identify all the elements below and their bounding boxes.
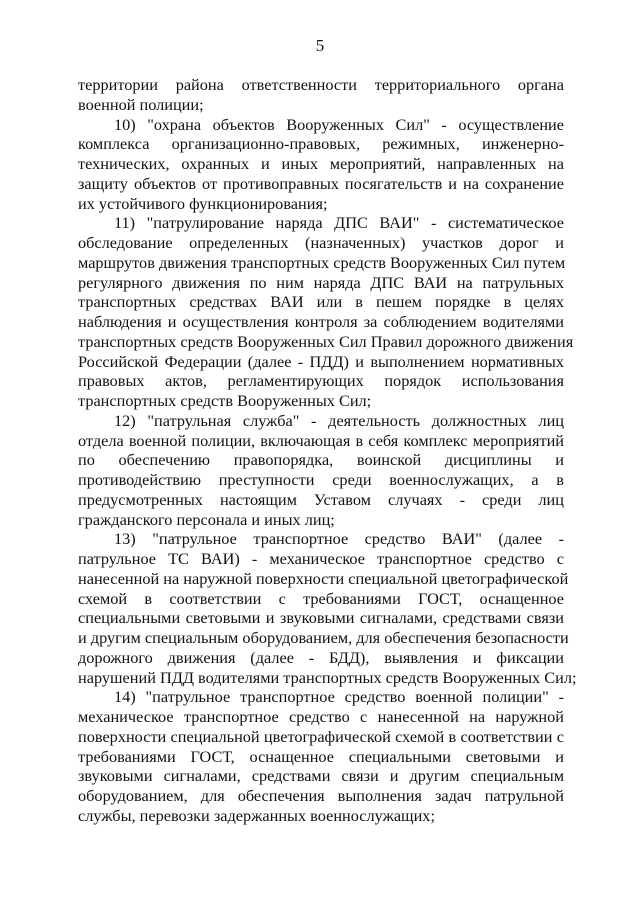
text-line: территории района ответственности территориального органа <box>78 75 564 94</box>
text-line: специальными световыми и звуковыми сигналами, средствами связи <box>78 608 564 628</box>
text-line: гражданского персонала и иных лиц; <box>78 509 335 529</box>
text-line: звуковыми сигналами, средствами связи и другим специальным <box>78 766 564 786</box>
text-line: транспортных средств Вооруженных Сил; <box>78 391 372 410</box>
text-line: транспортных средствах ВАИ или в пешем порядке в целях <box>78 292 564 312</box>
text-line: комплекса организационно-правовых, режимных, инженерно- <box>78 134 564 154</box>
text-line: нарушений ПДД водителями транспортных средств Вооруженных Сил; <box>78 667 577 687</box>
body-text <box>78 75 577 826</box>
text-line: 13) "патрульное транспортное средство ВАИ" (далее - <box>114 529 564 549</box>
text-line: защиту объектов от противоправных посягательств и на сохранение <box>78 173 564 193</box>
text-line: 10) "охрана объектов Вооруженных Сил" - осуществление <box>114 114 564 134</box>
text-line: военной полиции; <box>78 94 204 114</box>
text-line: обследование определенных (назначенных) участков дорог и <box>78 233 564 252</box>
text-line: регулярного движения по ним наряда ДПС ВАИ на патрульных <box>78 272 564 292</box>
text-line: транспортных средств Вооруженных Сил Правил дорожного движения <box>78 331 574 351</box>
text-line: технических, охранных и иных мероприятий, направленных на <box>78 154 564 173</box>
text-line: противодействию преступности среди военнослужащих, а в <box>78 470 564 489</box>
text-line: по обеспечению правопорядка, воинской дисциплины и <box>78 450 564 470</box>
text-line: поверхности специальной цветографической схемой в соответствии с <box>78 726 564 746</box>
text-line: требованиями ГОСТ, оснащенное специальными световыми и <box>78 746 564 766</box>
text-line: 14) "патрульное транспортное средство военной полиции" - <box>114 687 564 707</box>
text-line: и другим специальным оборудованием, для обеспечения безопасности <box>78 628 569 647</box>
text-line: отдела военной полиции, включающая в себя комплекс мероприятий <box>78 430 564 450</box>
text-line: механическое транспортное средство с нанесенной на наружной <box>78 707 564 726</box>
text-line: схемой в соответствии с требованиями ГОСТ, оснащенное <box>78 588 564 608</box>
text-line: оборудованием, для обеспечения выполнения задач патрульной <box>78 786 564 805</box>
text-line: предусмотренных настоящим Уставом случаях - среди лиц <box>78 489 564 509</box>
text-line: правовых актов, регламентирующих порядок использования <box>78 371 564 391</box>
text-line: дорожного движения (далее - БДД), выявления и фиксации <box>78 647 564 667</box>
text-line: их устойчивого функционирования; <box>78 193 328 213</box>
text-line: наблюдения и осуществления контроля за соблюдением водителями <box>78 312 564 331</box>
page-number: 5 <box>315 36 325 55</box>
text-line: 12) "патрульная служба" - деятельность должностных лиц <box>114 410 564 430</box>
text-line: Российской Федерации (далее - ПДД) и выполнением нормативных <box>78 351 564 371</box>
text-line: 11) "патрулирование наряда ДПС ВАИ" - систематическое <box>114 213 564 233</box>
text-line: маршрутов движения транспортных средств Вооруженных Сил путем <box>78 252 566 272</box>
text-line: патрульное ТС ВАИ) - механическое транспортное средство с <box>78 549 564 568</box>
text-line: нанесенной на наружной поверхности специальной цветографической <box>78 568 569 588</box>
text-line: службы, перевозки задержанных военнослужащих; <box>78 805 435 825</box>
